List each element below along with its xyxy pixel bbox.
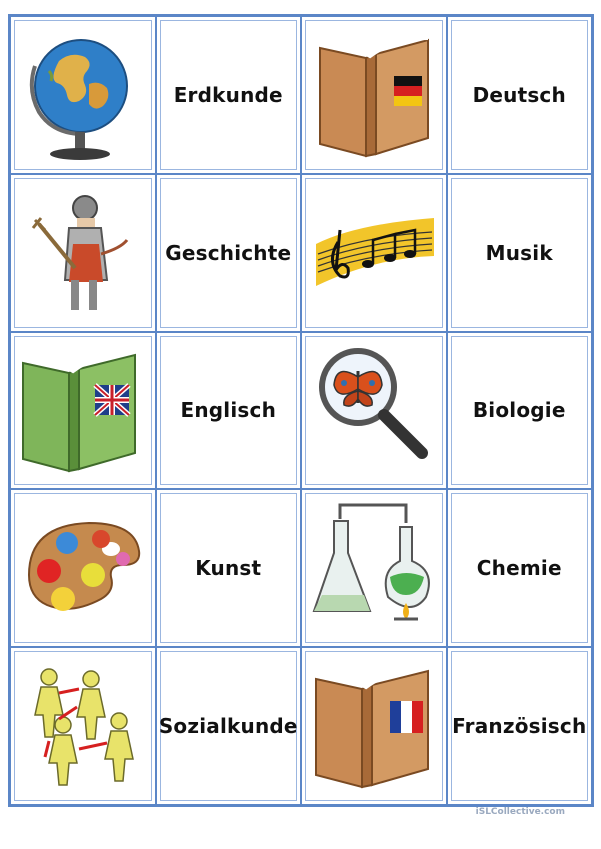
english-book-icon (19, 341, 147, 479)
card-grid (8, 14, 594, 807)
card-word-deutsch (446, 15, 594, 175)
card-image-chemie (300, 488, 448, 648)
card-word-erdkunde (155, 15, 303, 175)
card-word-kunst (155, 488, 303, 648)
card-image-sozialkunde (9, 646, 157, 806)
card-image-musik (300, 173, 448, 333)
card-word-biologie (446, 331, 594, 491)
word-label: Kunst (195, 556, 262, 581)
card-word-chemie (446, 488, 594, 648)
word-label: Englisch (180, 398, 277, 423)
german-book-icon (310, 26, 438, 164)
chemistry-flasks-icon (310, 499, 438, 637)
palette-icon (19, 499, 147, 637)
card-word-geschichte (155, 173, 303, 333)
french-book-icon (310, 657, 438, 795)
card-image-franzoesisch (300, 646, 448, 806)
word-label: Geschichte (165, 240, 292, 265)
word-label: Erdkunde (173, 82, 283, 107)
word-label: Deutsch (472, 82, 566, 107)
card-image-geschichte (9, 173, 157, 333)
card-image-deutsch (300, 15, 448, 175)
globe-icon (19, 26, 147, 164)
music-notes-icon (310, 184, 438, 322)
card-image-biologie (300, 331, 448, 491)
word-label: Chemie (476, 556, 562, 581)
card-word-sozialkunde (155, 646, 303, 806)
card-word-musik (446, 173, 594, 333)
word-label: Biologie (472, 398, 566, 423)
card-image-erdkunde (9, 15, 157, 175)
card-image-kunst (9, 488, 157, 648)
card-image-englisch (9, 331, 157, 491)
card-word-franzoesisch (446, 646, 594, 806)
people-icon (19, 657, 147, 795)
word-label: Sozialkunde (158, 714, 298, 739)
word-label: Musik (485, 240, 553, 265)
watermark: iSLCollective.com (475, 807, 565, 817)
knight-icon (19, 184, 147, 322)
magnifier-butterfly-icon (310, 341, 438, 479)
card-word-englisch (155, 331, 303, 491)
word-label: Französisch (452, 714, 587, 739)
